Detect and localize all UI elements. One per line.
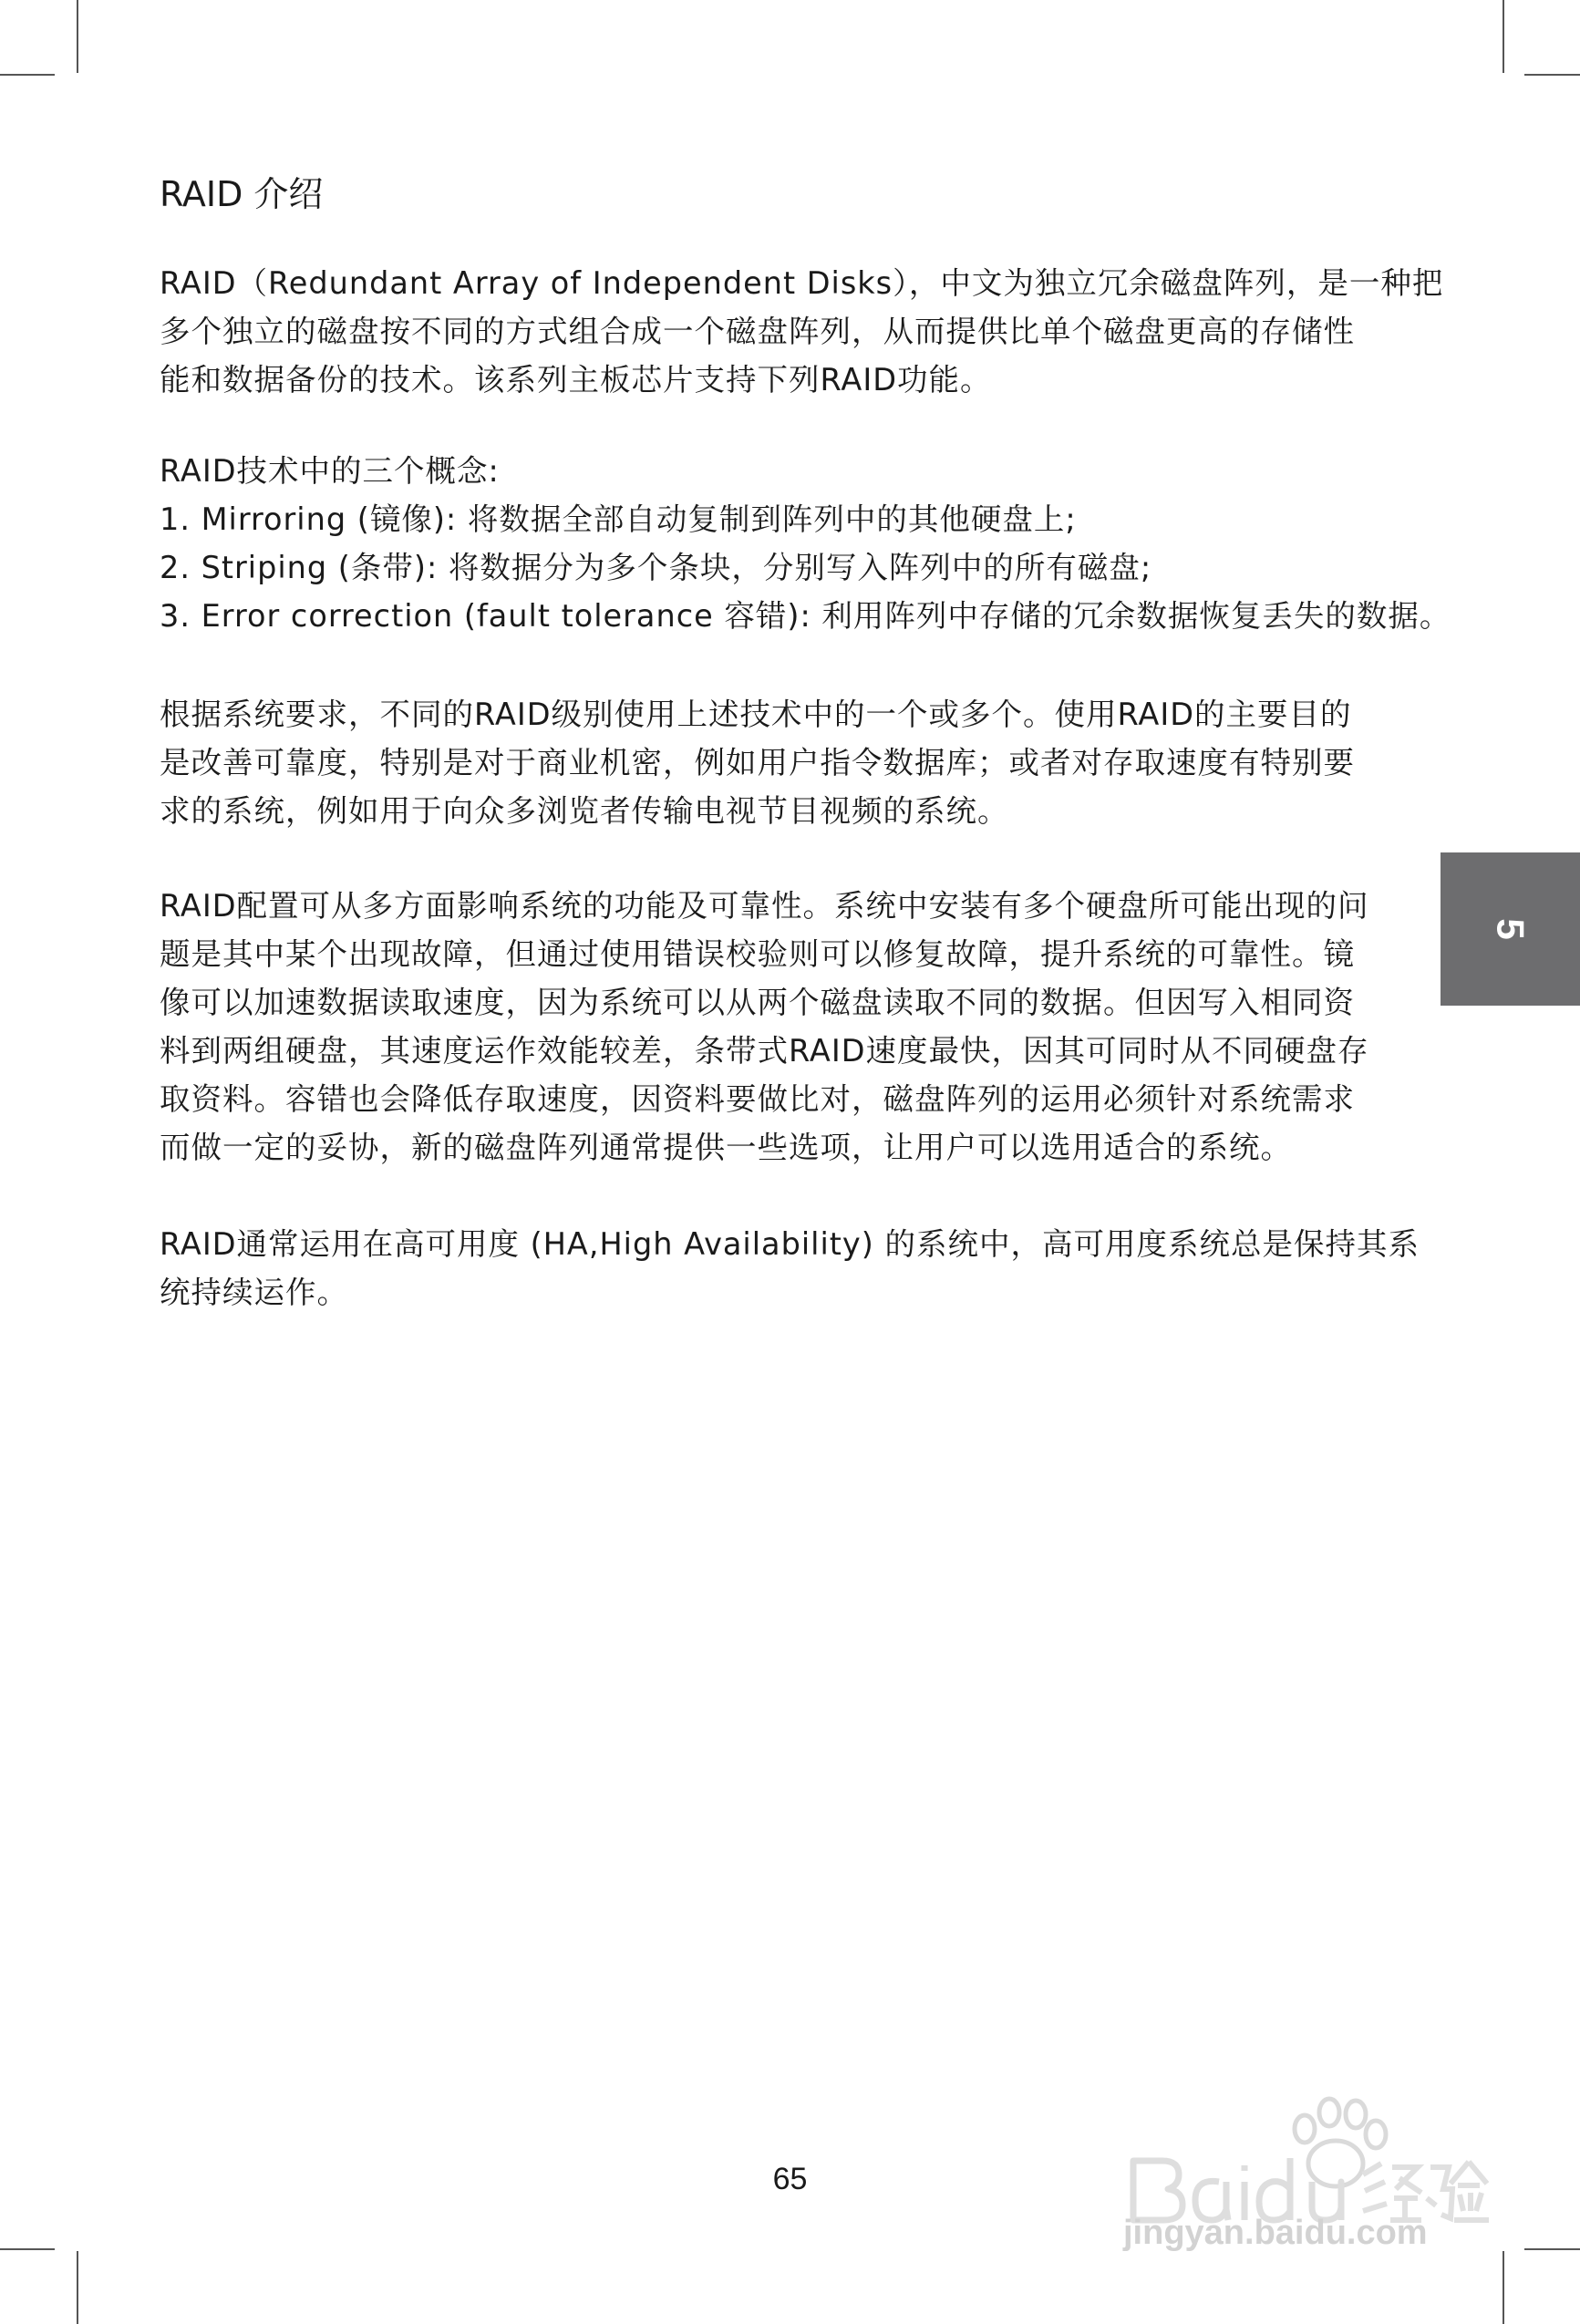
text-line: 多个独立的磁盘按不同的方式组合成一个磁盘阵列，从而提供比单个磁盘更高的存储性: [160, 314, 1355, 349]
paragraph-raid-concepts: [160, 447, 1451, 640]
text-line: 而做一定的妥协，新的磁盘阵列通常提供一些选项，让用户可以选用适合的系统。: [160, 1130, 1292, 1165]
chapter-number: 5: [1489, 918, 1533, 940]
page-title: RAID 介绍: [160, 174, 324, 214]
concept-item-mirroring: 1. Mirroring (镜像): 将数据全部自动复制到阵列中的其他硬盘上;: [160, 501, 1077, 537]
page-number: 65: [772, 2162, 808, 2196]
crop-mark: [77, 0, 78, 73]
crop-mark: [1503, 0, 1504, 73]
text-line: RAID配置可从多方面影响系统的功能及可靠性。系统中安装有多个硬盘所可能出现的问: [160, 888, 1369, 924]
watermark-url: jingyan.baidu.com: [1123, 2214, 1428, 2252]
text-line: 根据系统要求，不同的RAID级别使用上述技术中的一个或多个。使用RAID的主要目的: [160, 697, 1352, 732]
text-line: 题是其中某个出现故障，但通过使用错误校验则可以修复故障，提升系统的可靠性。镜: [160, 936, 1355, 972]
concepts-heading: RAID技术中的三个概念:: [160, 453, 500, 489]
chapter-tab: [1441, 852, 1580, 1006]
text-line: 料到两组硬盘，其速度运作效能较差，条带式RAID速度最快，因其可同时从不同硬盘存: [160, 1033, 1369, 1069]
concept-item-error-correction: 3. Error correction (fault tolerance 容错): 利用阵列中存储的冗余数据恢复丢失的数据。: [160, 598, 1451, 634]
crop-mark: [0, 2248, 55, 2250]
crop-mark: [1503, 2251, 1504, 2324]
text-line: 像可以加速数据读取速度，因为系统可以从两个磁盘读取不同的数据。但因写入相同资: [160, 985, 1355, 1020]
text-line: 能和数据备份的技术。该系列主板芯片支持下列RAID功能。: [160, 362, 992, 398]
concept-item-striping: 2. Striping (条带): 将数据分为多个条块，分别写入阵列中的所有磁盘;: [160, 550, 1152, 585]
text-line: 统持续运作。: [160, 1275, 348, 1310]
text-line: RAID通常运用在高可用度 (HA,High Availability) 的系统中，高可用度系统总是保持其系: [160, 1226, 1420, 1262]
text-line: 取资料。容错也会降低存取速度，因资料要做比对，磁盘阵列的运用必须针对系统需求: [160, 1081, 1355, 1117]
paragraph-raid-configuration: [160, 882, 1427, 1172]
crop-mark: [0, 74, 55, 76]
text-line: 是改善可靠度，特别是对于商业机密，例如用户指令数据库；或者对存取速度有特别要: [160, 745, 1355, 780]
paragraph-raid-purpose: [160, 690, 1427, 835]
text-line: RAID（Redundant Array of Independent Disks），中文为独立冗余磁盘阵列，是一种把: [160, 265, 1444, 301]
paragraph-raid-high-availability: [160, 1220, 1427, 1317]
text-line: 求的系统，例如用于向众多浏览者传输电视节目视频的系统。: [160, 793, 1009, 829]
paragraph-raid-definition: [160, 259, 1444, 404]
crop-mark: [77, 2251, 78, 2324]
crop-mark: [1524, 74, 1580, 76]
crop-mark: [1524, 2248, 1580, 2250]
